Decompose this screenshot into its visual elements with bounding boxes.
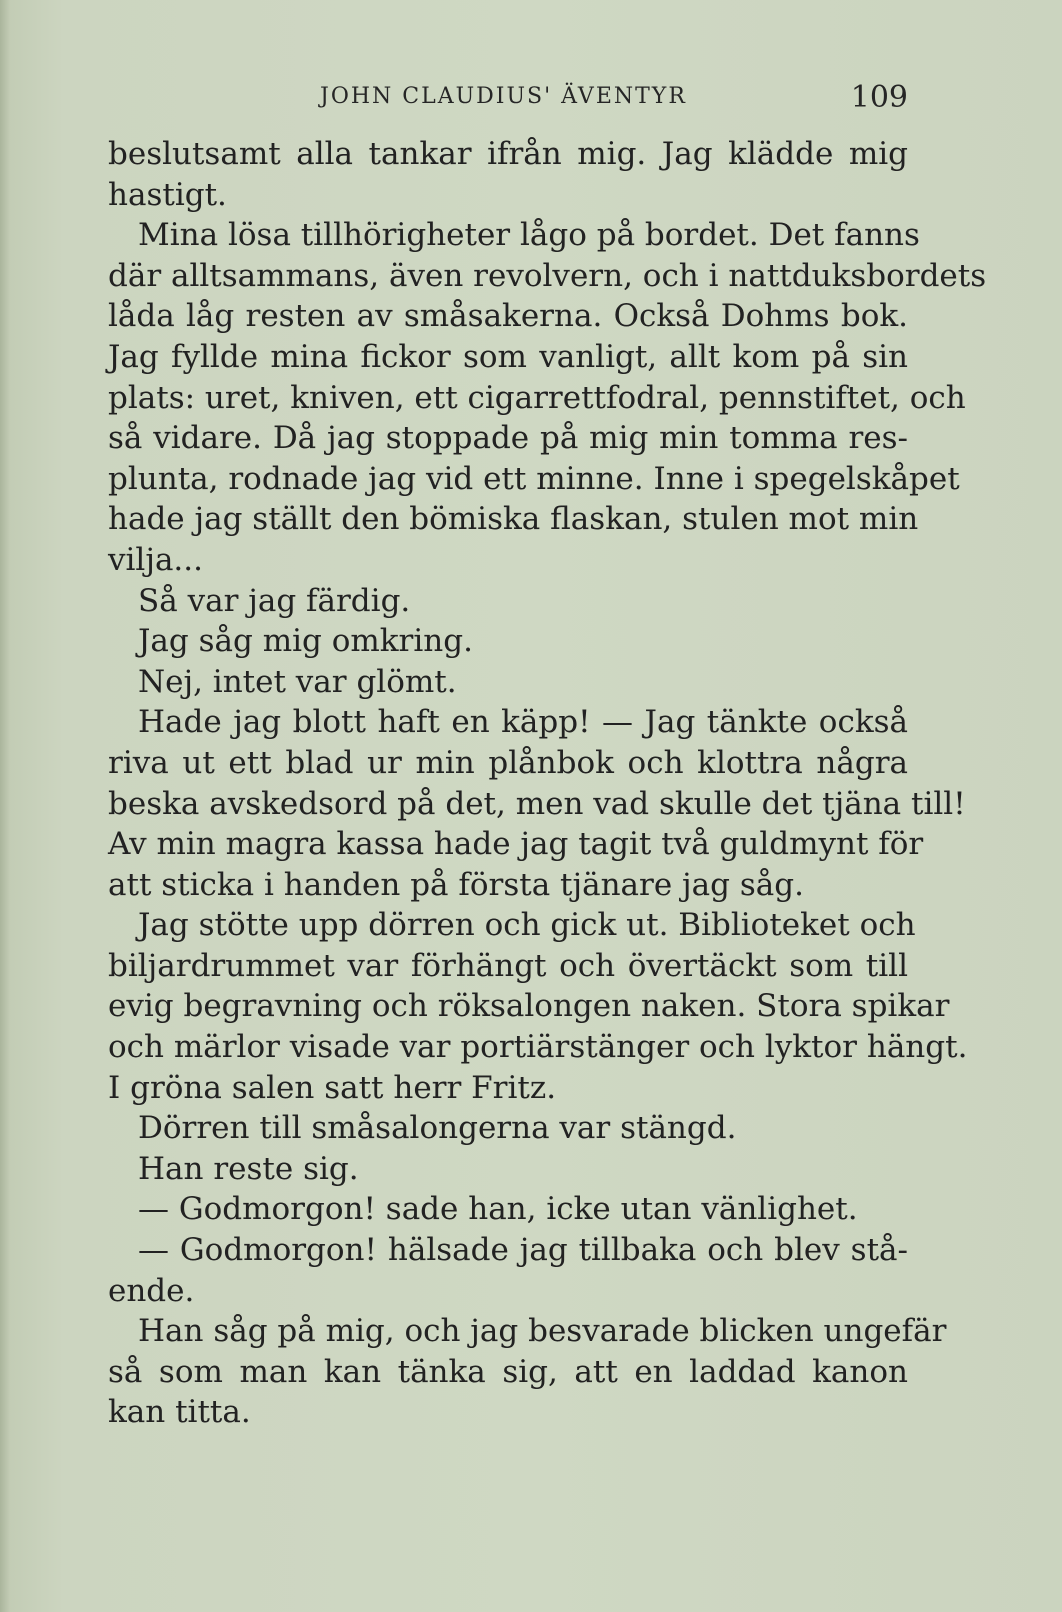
text-line: Jag såg mig omkring.: [138, 623, 473, 660]
text-line: Han reste sig.: [138, 1150, 359, 1187]
text-line: Han såg på mig, och jag besvarade blicken ungefär: [138, 1313, 947, 1350]
text-line: så som man kan tänka sig, att en laddad kanon: [108, 1353, 908, 1390]
text-line: Så var jag färdig.: [138, 582, 411, 619]
text-line: Nej, intet var glömt.: [138, 663, 457, 700]
page-number: 109: [850, 80, 908, 115]
running-head: [108, 80, 908, 124]
text-line: låda låg resten av småsakerna. Också Dohms bok.: [108, 298, 908, 335]
text-line: — Godmorgon! hälsade jag tillbaka och blev stå-: [138, 1232, 908, 1269]
text-line: Av min magra kassa hade jag tagit två guldmynt för: [108, 826, 924, 863]
text-line: att sticka i handen på första tjänare jag såg.: [108, 866, 804, 903]
text-line: Jag stötte upp dörren och gick ut. Biblioteket och: [138, 907, 916, 944]
text-line: ende.: [108, 1272, 195, 1309]
text-line: hade jag ställt den bömiska flaskan, stulen mot min: [108, 501, 919, 538]
text-line: riva ut ett blad ur min plånbok och klottra några: [108, 744, 908, 781]
text-line: beslutsamt alla tankar ifrån mig. Jag klädde mig: [108, 136, 908, 172]
text-line: I gröna salen satt herr Fritz.: [108, 1069, 557, 1106]
text-line: vilja...: [108, 541, 203, 578]
text-line: och märlor visade var portiärstänger och lyktor hängt.: [108, 1029, 968, 1066]
text-line: biljardrummet var förhängt och övertäckt som till: [108, 947, 908, 984]
text-line: beska avskedsord på det, men vad skulle det tjäna till!: [108, 785, 966, 822]
body-text: [108, 134, 987, 1433]
text-line: Jag fyllde mina fickor som vanligt, allt kom på sin: [108, 338, 908, 375]
text-line: så vidare. Då jag stoppade på mig min tomma res-: [108, 420, 908, 457]
text-line: plunta, rodnade jag vid ett minne. Inne i spegelskåpet: [108, 460, 960, 497]
text-line: Dörren till småsalongerna var stängd.: [138, 1110, 737, 1147]
text-line: kan titta.: [108, 1394, 251, 1431]
text-line: Mina lösa tillhörigheter lågo på bordet. Det fanns: [138, 217, 920, 254]
text-line: där alltsammans, även revolvern, och i nattduksbordets: [108, 257, 987, 294]
page-gutter: [0, 0, 10, 1612]
text-line: — Godmorgon! sade han, icke utan vänlighet.: [138, 1191, 858, 1228]
text-line: Hade jag blott haft en käpp! — Jag tänkte också: [138, 704, 908, 741]
text-line: evig begravning och röksalongen naken. Stora spikar: [108, 988, 950, 1025]
text-line: plats: uret, kniven, ett cigarrettfodral, pennstiftet, och: [108, 379, 966, 416]
running-title: JOHN CLAUDIUS' ÄVENTYR: [320, 84, 687, 109]
text-line: hastigt.: [108, 176, 227, 213]
